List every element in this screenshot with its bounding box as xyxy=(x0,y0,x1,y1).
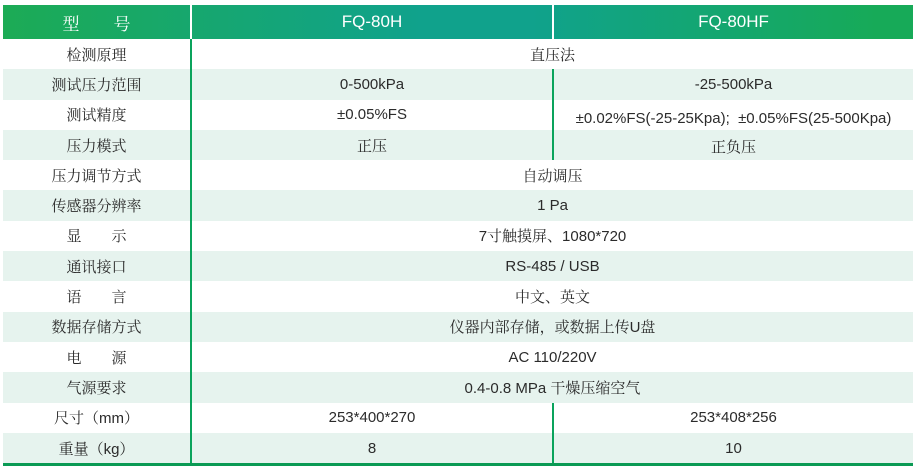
row-value-merged: 中文、英文 xyxy=(190,281,913,311)
table-row-detection-principle xyxy=(3,39,913,69)
row-label: 测试压力范围 xyxy=(51,76,142,94)
table-row-pressure-mode xyxy=(3,130,913,160)
table-row-power-supply xyxy=(3,342,913,372)
row-label: 检测原理 xyxy=(66,46,127,64)
row-value-fq80hf: 253*408*256 xyxy=(552,403,913,433)
row-value-merged: AC 110/220V xyxy=(190,342,913,372)
row-value-merged: 7寸触摸屏、1080*720 xyxy=(190,221,913,251)
spec-table xyxy=(3,5,913,466)
row-value-fq80h: 253*400*270 xyxy=(190,403,552,433)
table-row-display xyxy=(3,221,913,251)
header-col-fq80hf: FQ-80HF xyxy=(552,5,913,39)
row-value-merged: 直压法 xyxy=(190,39,913,69)
row-label: 数据存储方式 xyxy=(51,319,142,337)
row-value-merged: 1 Pa xyxy=(190,190,913,220)
table-row-weight xyxy=(3,433,913,463)
table-row-pressure-range xyxy=(3,69,913,99)
table-row-dimensions xyxy=(3,403,913,433)
row-value-fq80h: 正压 xyxy=(190,130,552,160)
row-value-merged: RS-485 / USB xyxy=(190,251,913,281)
row-label: 尺寸（mm） xyxy=(54,410,139,428)
table-header-row xyxy=(3,5,913,39)
row-value-fq80h: 0-500kPa xyxy=(190,69,552,99)
row-label: 传感器分辨率 xyxy=(51,198,142,216)
row-label: 语 言 xyxy=(66,289,127,307)
row-label: 压力模式 xyxy=(66,137,127,155)
header-model-label: 型 号 xyxy=(62,14,131,34)
table-row-accuracy xyxy=(3,100,913,130)
row-value-fq80hf: 10 xyxy=(552,433,913,463)
table-row-language xyxy=(3,281,913,311)
row-value-merged: 自动调压 xyxy=(190,160,913,190)
table-bottom-rule xyxy=(3,463,913,466)
row-label: 测试精度 xyxy=(66,107,127,125)
table-row-air-supply xyxy=(3,372,913,402)
row-label: 电 源 xyxy=(66,349,127,367)
row-label: 压力调节方式 xyxy=(51,167,142,185)
row-label: 显 示 xyxy=(66,228,127,246)
row-value-merged: 0.4-0.8 MPa 干燥压缩空气 xyxy=(190,372,913,402)
table-row-communication-interface xyxy=(3,251,913,281)
table-row-data-storage xyxy=(3,312,913,342)
row-label: 通讯接口 xyxy=(66,258,127,276)
row-value-fq80h: ±0.05%FS xyxy=(190,100,552,130)
row-label: 气源要求 xyxy=(66,379,127,397)
table-row-sensor-resolution xyxy=(3,190,913,220)
table-row-pressure-regulation xyxy=(3,160,913,190)
row-value-fq80hf: 正负压 xyxy=(552,130,913,160)
header-col-fq80h: FQ-80H xyxy=(190,5,552,39)
row-value-merged: 仪器内部存储，或数据上传U盘 xyxy=(190,312,913,342)
row-value-fq80hf: -25-500kPa xyxy=(552,69,913,99)
row-value-fq80hf: ±0.02%FS(-25-25Kpa); ±0.05%FS(25-500Kpa) xyxy=(552,100,913,130)
row-label: 重量（kg） xyxy=(58,440,135,458)
row-value-fq80h: 8 xyxy=(190,433,552,463)
